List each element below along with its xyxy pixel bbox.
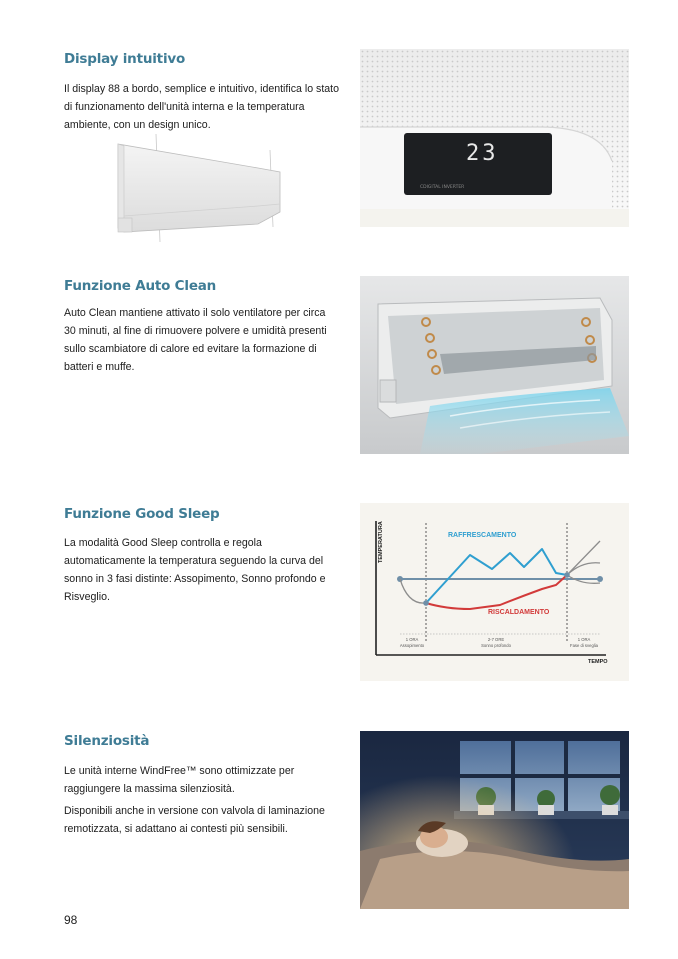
initial-curve [400,579,426,603]
sleeping-person-photo [360,731,629,909]
section-title-display: Display intuitivo [64,51,186,67]
section-title-silenziosita: Silenziosità [64,733,150,749]
phase-2-name: Sonno profondo [481,643,511,648]
display-closeup-photo [360,49,629,227]
display-readout: 23 [466,141,499,166]
auto-clean-description: Auto Clean mantiene attivato il solo ventilatore per circa 30 minuti, al fine di rimuovere polvere e umidità presenti sullo scambiatore di calore ed evitare la formazione di batteri e muffe. [64,307,327,373]
phase-2-duration: 2-7 ORE [487,637,505,642]
x-axis-label: TEMPO [588,659,608,665]
cooling-label: RAFFRESCAMENTO [448,532,517,539]
phase-3-name: Fase di sveglia [570,643,598,648]
cooling-curve [426,549,567,603]
good-sleep-chart [360,503,629,681]
display-description: Il display 88 a bordo, semplice e intuitivo, identifica lo stato di funzionamento dell'unità interna e la temperatura ambiente, con un design unico. [64,83,339,131]
phase1-end-dot [423,600,429,606]
phase-1-duration: 1 ORA [405,637,419,642]
section-title-auto-clean: Funzione Auto Clean [64,278,217,294]
phase-1-name: Assopimento [399,643,425,648]
phase2-end-dot [564,572,570,578]
y-axis-label: TEMPERATURA [378,521,384,563]
silenziosita-description-1: Le unità interne WindFree™ sono ottimizzate per raggiungere la massima silenziosità. [64,765,295,795]
phase-3-duration: 1 ORA [577,637,591,642]
good-sleep-description: La modalità Good Sleep controlla e regola automaticamente la temperatura seguendo la curva del sonno in 3 fasi distinte: Assopimento, Sonno profondo e Risveglio. [64,537,326,603]
wake-curve-up [567,541,600,575]
display-brand-text: CDIGITAL INVERTER [420,185,465,190]
setpoint-end-dot [597,576,603,582]
silenziosita-description-2: Disponibili anche in versione con valvola di laminazione remotizzata, si adattano ai contesti più sensibili. [64,805,325,835]
page-number: 98 [64,913,78,927]
heating-label: RISCALDAMENTO [488,609,550,616]
wake-curve-mid [567,563,600,575]
section-title-good-sleep: Funzione Good Sleep [64,506,220,522]
indoor-unit-illustration [108,132,288,244]
auto-clean-photo [360,276,629,454]
